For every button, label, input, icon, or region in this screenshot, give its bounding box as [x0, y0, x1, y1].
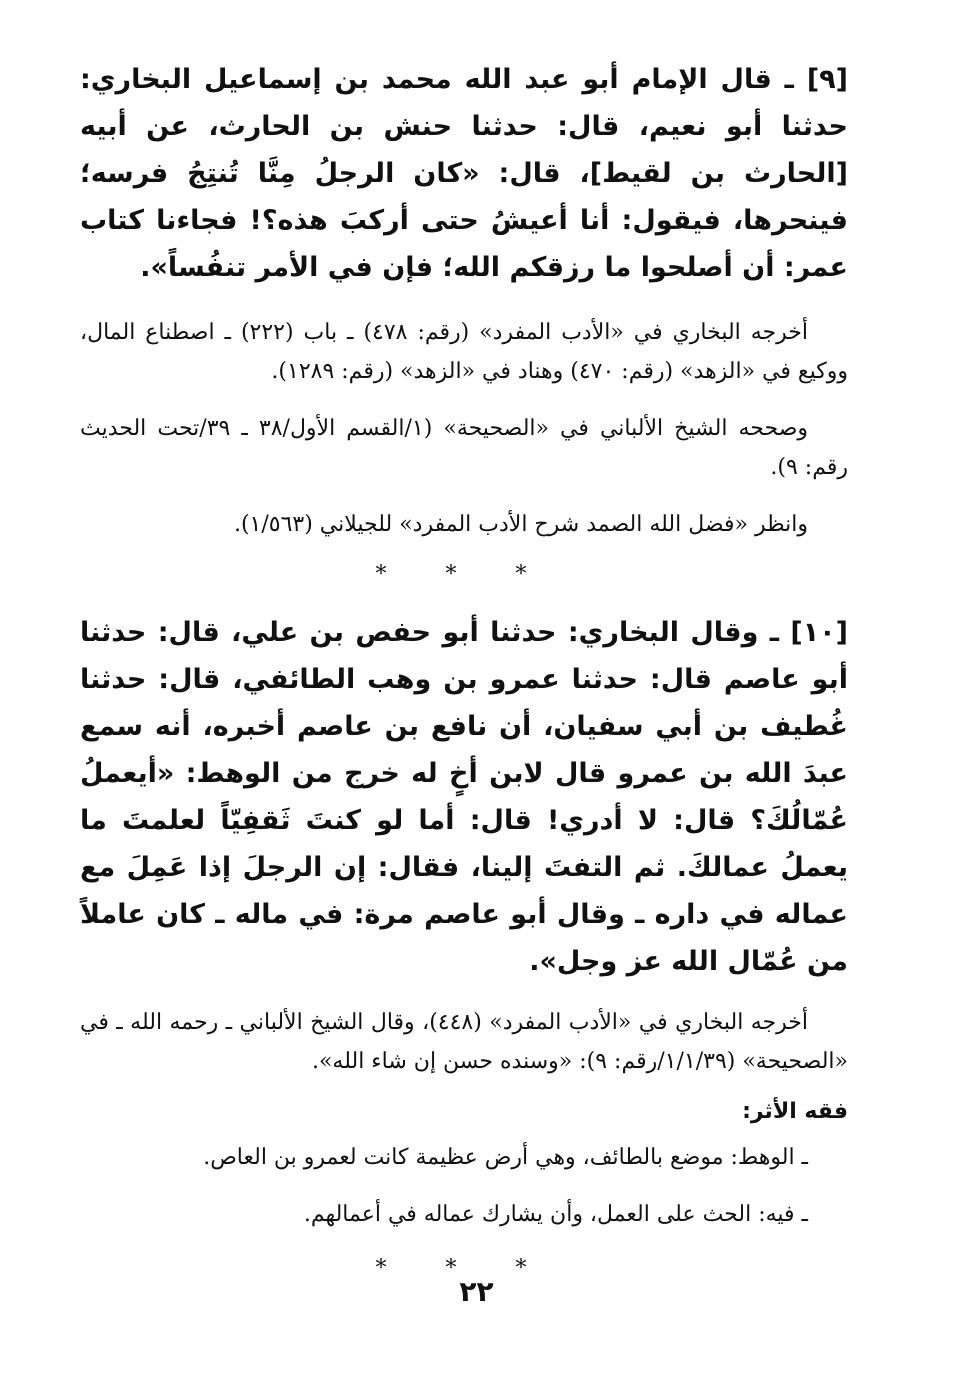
- page-number: ٢٢: [459, 1275, 494, 1308]
- fiqh-point: ـ فيه: الحث على العمل، وأن يشارك عماله في أعمالهم.: [303, 1202, 808, 1227]
- hadith-10-takhrij-note: أخرجه البخاري في «الأدب المفرد» (٤٤٨)، وقال الشيخ الألباني ـ رحمه الله ـ في «الصحيحة» (١/١/٣٩/رقم: ٩): «وسنده حسن إن شاء الله».: [80, 1010, 848, 1074]
- hadith-9-text: [٩] ـ قال الإمام أبو عبد الله محمد بن إسماعيل البخاري: حدثنا أبو نعيم، قال: حدثنا حنش بن الحارث، عن أبيه [الحارث بن لقيط]، قال: «كان الرجلُ مِنَّا تُنتِجُ فرسه؛ فينحرها، فيقول: أنا أعيشُ حتى أركبَ هذه؟! فجاءنا كتاب عمر: أن أصلحوا ما رزقكم الله؛ فإن في الأمر تنفُساً».: [80, 64, 848, 283]
- fiqh-heading: فقه الأثر:: [742, 1099, 848, 1124]
- hadith-10-text: [١٠] ـ وقال البخاري: حدثنا أبو حفص بن علي، قال: حدثنا أبو عاصم قال: حدثنا عمرو بن وهب الطائفي، قال: حدثنا غُطيف بن أبي سفيان، أن نافع بن عاصم أخبره، أنه سمع عبدَ الله بن عمرو قال لابن أخٍ له خرج من الوهط: «أيعملُ عُمّالُكَ؟ قال: لا أدري! قال: أما لو كنتَ ثَقفِيّاً لعلمتَ ما يعملُ عمالكَ. ثم التفتَ إلينا، فقال: إن الرجلَ إذا عَمِلَ مع عماله في داره ـ وقال أبو عاصم مرة: في ماله ـ كان عاملاً من عُمّال الله عز وجل».: [80, 617, 848, 977]
- hadith-9-reference-note: وانظر «فضل الله الصمد شرح الأدب المفرد» للجيلاني (١/٥٦٣).: [233, 512, 808, 537]
- section-separator: * * *: [375, 562, 553, 587]
- fiqh-point: ـ الوهط: موضع بالطائف، وهي أرض عظيمة كانت لعمرو بن العاص.: [203, 1145, 808, 1170]
- section-separator-end: * * *: [375, 1256, 553, 1281]
- hadith-9-takhrij-note: أخرجه البخاري في «الأدب المفرد» (رقم: ٤٧٨) ـ باب (٢٢٢) ـ اصطناع المال، ووكيع في «الزهد» (رقم: ٤٧٠) وهناد في «الزهد» (رقم: ١٢٨٩).: [80, 320, 848, 384]
- hadith-9-tashih-note: وصححه الشيخ الألباني في «الصحيحة» (١/القسم الأول/٣٨ ـ ٣٩/تحت الحديث رقم: ٩).: [80, 416, 848, 480]
